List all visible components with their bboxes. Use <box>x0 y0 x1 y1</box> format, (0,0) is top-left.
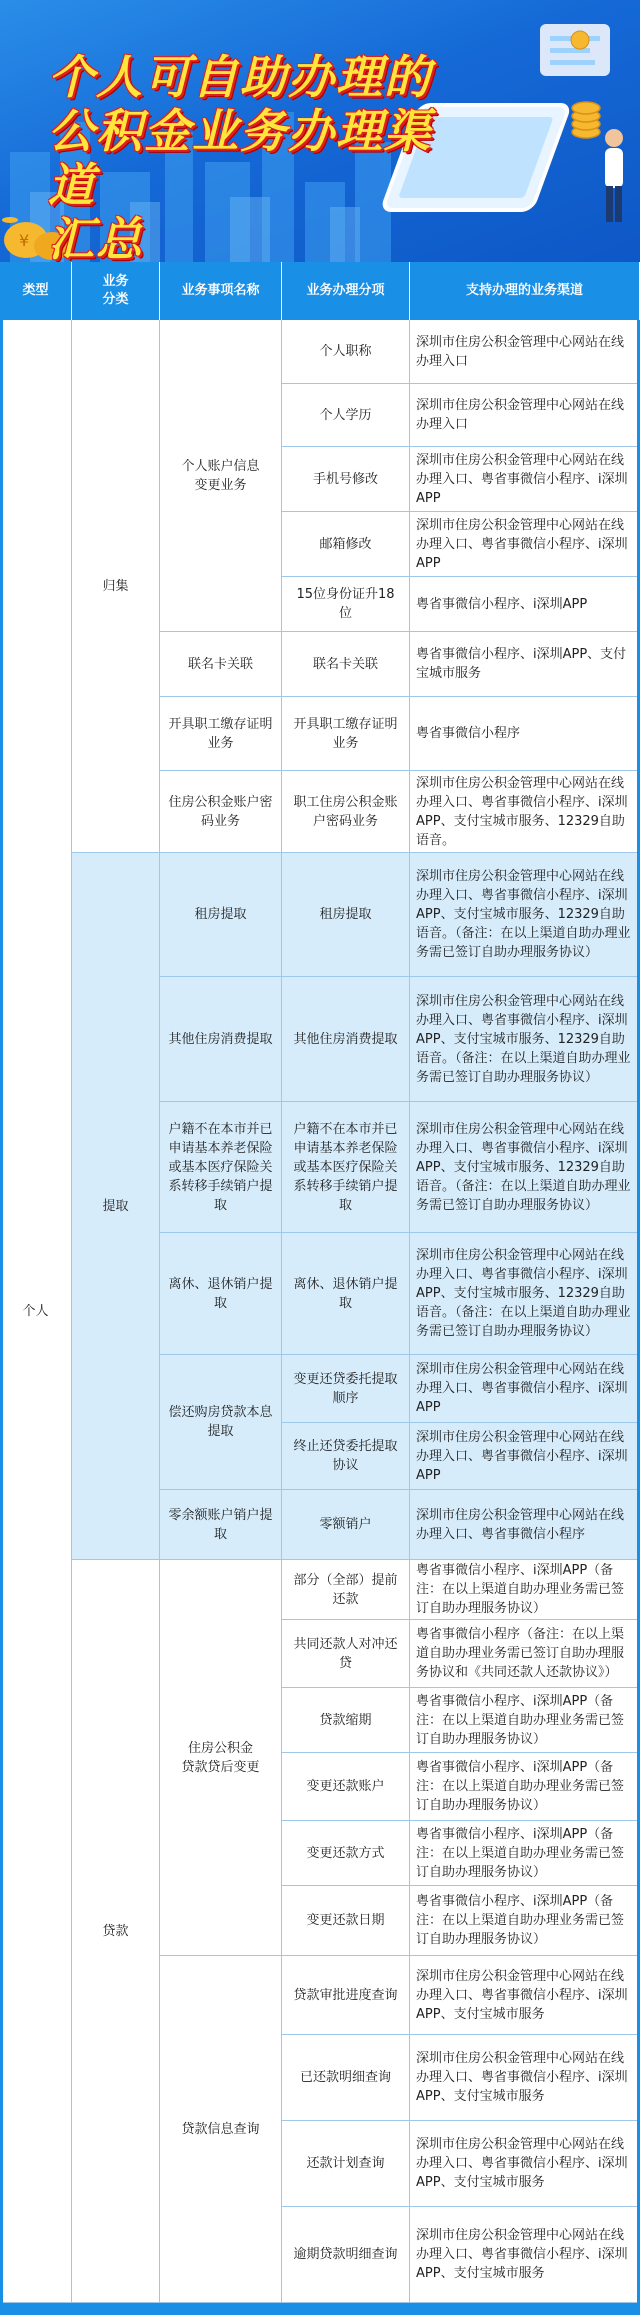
sub-item-cell: 贷款审批进度查询 <box>282 1956 410 2035</box>
sub-item-cell: 邮箱修改 <box>282 512 410 577</box>
channel-cell: 粤省事微信小程序、i深圳APP（备注：在以上渠道自助办理业务需已签订自助办理服务协议） <box>410 1560 640 1620</box>
channel-cell: 粤省事微信小程序（备注：在以上渠道自助办理业务需已签订自助办理服务协议和《共同还款人还款协议》） <box>410 1620 640 1688</box>
category-cell: 归集 <box>72 320 160 853</box>
channel-cell: 深圳市住房公积金管理中心网站在线办理入口、粤省事微信小程序、i深圳APP <box>410 512 640 577</box>
channel-cell: 深圳市住房公积金管理中心网站在线办理入口、粤省事微信小程序、i深圳APP、支付宝城市服务、12329自助语音。（备注：在以上渠道自助办理业务需已签订自助办理服务协议） <box>410 853 640 977</box>
sub-item-cell: 已还款明细查询 <box>282 2035 410 2121</box>
channel-cell: 深圳市住房公积金管理中心网站在线办理入口、粤省事微信小程序、i深圳APP <box>410 1423 640 1490</box>
channel-cell: 深圳市住房公积金管理中心网站在线办理入口 <box>410 384 640 447</box>
sub-item-cell: 个人学历 <box>282 384 410 447</box>
channel-cell: 深圳市住房公积金管理中心网站在线办理入口 <box>410 320 640 384</box>
sub-item-cell: 个人职称 <box>282 320 410 384</box>
channel-cell: 粤省事微信小程序、i深圳APP（备注：在以上渠道自助办理业务需已签订自助办理服务协议） <box>410 1886 640 1956</box>
sub-item-cell: 职工住房公积金账户密码业务 <box>282 771 410 853</box>
item-name-cell: 贷款信息查询 <box>160 1956 282 2303</box>
channel-cell: 深圳市住房公积金管理中心网站在线办理入口、粤省事微信小程序、i深圳APP、支付宝城市服务 <box>410 1956 640 2035</box>
item-name-cell: 联名卡关联 <box>160 632 282 697</box>
sub-item-cell: 15位身份证升18位 <box>282 577 410 632</box>
channel-cell: 深圳市住房公积金管理中心网站在线办理入口、粤省事微信小程序、i深圳APP <box>410 1355 640 1423</box>
channel-cell: 粤省事微信小程序、i深圳APP <box>410 577 640 632</box>
channel-cell: 粤省事微信小程序、i深圳APP（备注：在以上渠道自助办理业务需已签订自助办理服务协议） <box>410 1688 640 1753</box>
table-header-cell: 业务办理分项 <box>282 262 410 320</box>
table-header-cell: 业务 分类 <box>72 262 160 320</box>
item-name-cell: 零余额账户销户提取 <box>160 1490 282 1560</box>
item-name-cell: 偿还购房贷款本息提取 <box>160 1355 282 1490</box>
item-name-cell: 离休、退休销户提取 <box>160 1233 282 1355</box>
sub-item-cell: 变更还款方式 <box>282 1821 410 1886</box>
svg-text:¥: ¥ <box>19 231 30 250</box>
item-name-cell: 其他住房消费提取 <box>160 977 282 1102</box>
channel-cell: 深圳市住房公积金管理中心网站在线办理入口、粤省事微信小程序、i深圳APP、支付宝城市服务、12329自助语音。（备注：在以上渠道自助办理业务需已签订自助办理服务协议） <box>410 1233 640 1355</box>
item-name-cell: 住房公积金账户密码业务 <box>160 771 282 853</box>
sub-item-cell: 变更还款日期 <box>282 1886 410 1956</box>
sub-item-cell: 贷款缩期 <box>282 1688 410 1753</box>
sub-item-cell: 还款计划查询 <box>282 2121 410 2207</box>
table-header-cell: 支持办理的业务渠道 <box>410 262 640 320</box>
sub-item-cell: 联名卡关联 <box>282 632 410 697</box>
sub-item-cell: 共同还款人对冲还贷 <box>282 1620 410 1688</box>
item-name-cell: 个人账户信息 变更业务 <box>160 320 282 632</box>
sub-item-cell: 手机号修改 <box>282 447 410 512</box>
category-cell: 贷款 <box>72 1560 160 2303</box>
item-name-cell: 住房公积金 贷款贷后变更 <box>160 1560 282 1956</box>
sub-item-cell: 逾期贷款明细查询 <box>282 2207 410 2303</box>
category-cell: 提取 <box>72 853 160 1560</box>
item-name-cell: 租房提取 <box>160 853 282 977</box>
sub-item-cell: 离休、退休销户提取 <box>282 1233 410 1355</box>
channel-cell: 深圳市住房公积金管理中心网站在线办理入口、粤省事微信小程序 <box>410 1490 640 1560</box>
channel-cell: 深圳市住房公积金管理中心网站在线办理入口、粤省事微信小程序、i深圳APP、支付宝城市服务 <box>410 2035 640 2121</box>
sub-item-cell: 租房提取 <box>282 853 410 977</box>
channel-cell: 粤省事微信小程序 <box>410 697 640 771</box>
sub-item-cell: 终止还贷委托提取协议 <box>282 1423 410 1490</box>
sub-item-cell: 开具职工缴存证明业务 <box>282 697 410 771</box>
channel-cell: 深圳市住房公积金管理中心网站在线办理入口、粤省事微信小程序、i深圳APP <box>410 447 640 512</box>
sub-item-cell: 变更还贷委托提取顺序 <box>282 1355 410 1423</box>
channel-cell: 粤省事微信小程序、i深圳APP（备注：在以上渠道自助办理业务需已签订自助办理服务协议） <box>410 1821 640 1886</box>
channel-cell: 深圳市住房公积金管理中心网站在线办理入口、粤省事微信小程序、i深圳APP、支付宝城市服务 <box>410 2207 640 2303</box>
channel-cell: 粤省事微信小程序、i深圳APP（备注：在以上渠道自助办理业务需已签订自助办理服务协议） <box>410 1753 640 1821</box>
sub-item-cell: 户籍不在本市并已申请基本养老保险或基本医疗保险关系转移手续销户提取 <box>282 1102 410 1233</box>
table-header-cell: 业务事项名称 <box>160 262 282 320</box>
channel-cell: 深圳市住房公积金管理中心网站在线办理入口、粤省事微信小程序、i深圳APP、支付宝城市服务、12329自助语音。（备注：在以上渠道自助办理业务需已签订自助办理服务协议） <box>410 1102 640 1233</box>
table-header-cell: 类型 <box>0 262 72 320</box>
channel-cell: 深圳市住房公积金管理中心网站在线办理入口、粤省事微信小程序、i深圳APP、支付宝城市服务 <box>410 2121 640 2207</box>
item-name-cell: 开具职工缴存证明业务 <box>160 697 282 771</box>
table-left-border <box>0 320 3 2303</box>
banner <box>0 0 640 262</box>
sub-item-cell: 其他住房消费提取 <box>282 977 410 1102</box>
item-name-cell: 户籍不在本市并已申请基本养老保险或基本医疗保险关系转移手续销户提取 <box>160 1102 282 1233</box>
channel-cell: 深圳市住房公积金管理中心网站在线办理入口、粤省事微信小程序、i深圳APP、支付宝城市服务、12329自助语音。 <box>410 771 640 853</box>
channel-cell: 粤省事微信小程序、i深圳APP、支付宝城市服务 <box>410 632 640 697</box>
sub-item-cell: 部分（全部）提前还款 <box>282 1560 410 1620</box>
sub-item-cell: 变更还款账户 <box>282 1753 410 1821</box>
channels-table <box>0 262 640 2315</box>
page-title: 个人可自助办理的 公积金业务办理渠道 汇总 <box>48 50 432 262</box>
sub-item-cell: 零额销户 <box>282 1490 410 1560</box>
type-cell: 个人 <box>0 320 72 2303</box>
table-bottom-border <box>0 2303 640 2315</box>
channel-cell: 深圳市住房公积金管理中心网站在线办理入口、粤省事微信小程序、i深圳APP、支付宝城市服务、12329自助语音。（备注：在以上渠道自助办理业务需已签订自助办理服务协议） <box>410 977 640 1102</box>
